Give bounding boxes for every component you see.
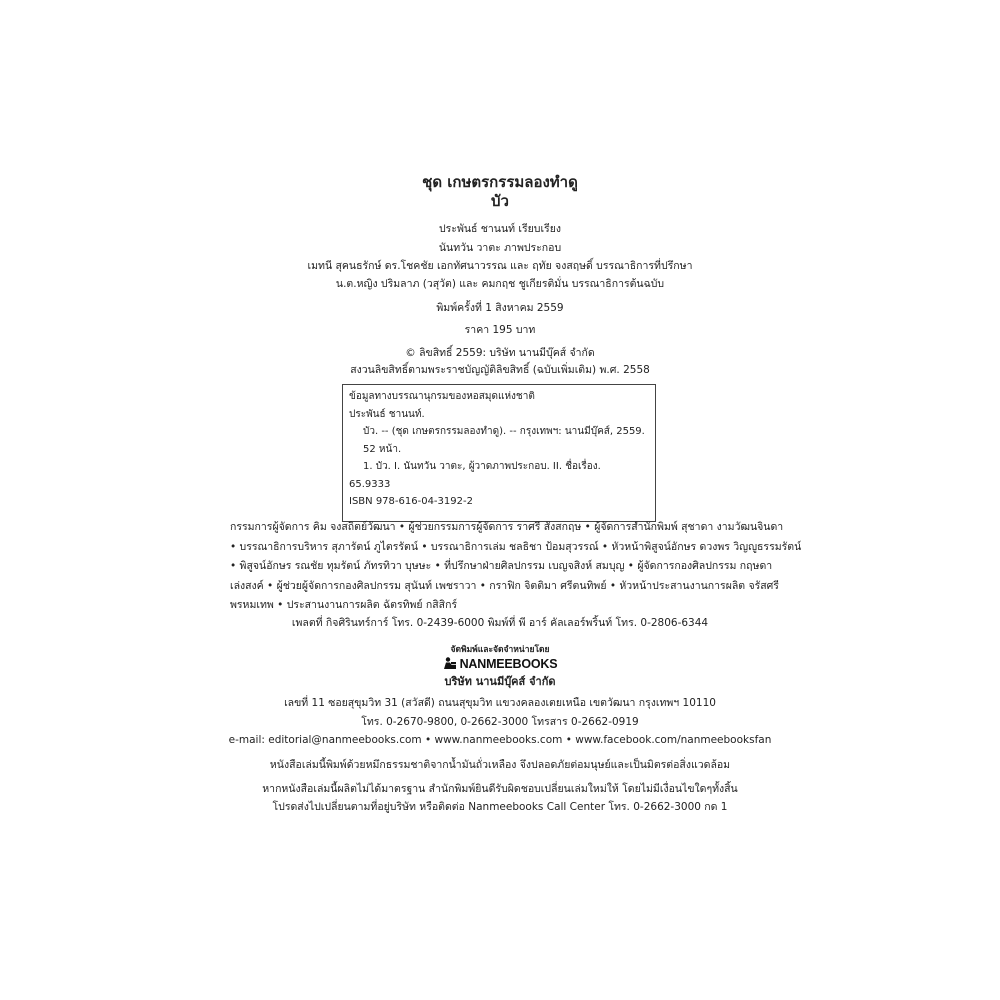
contact-line: e-mail: editorial@nanmeebooks.com • www.nanmeebooks.com • www.facebook.com/nanmeebooksfan <box>228 734 772 746</box>
publisher-logo-text: NANMEEBOOKS <box>459 656 558 671</box>
distributor-heading: จัดพิมพ์และจัดจำหน่ายโดย <box>450 645 550 655</box>
reading-figure-icon <box>443 657 457 670</box>
publisher-name: บริษัท นานมีบุ๊คส์ จำกัด <box>444 675 556 688</box>
publisher-logo-row <box>0 655 1000 674</box>
cip-subjects: 1. บัว. I. นันทวัน วาตะ, ผู้วาดภาพประกอบ. II. ชื่อเรื่อง. <box>363 461 601 472</box>
credit-line: เมทนี สุคนธรักษ์ ดร.โชคชัย เอกทัศนาวรรณ และ ฤทัย จงสฤษดิ์ บรรณาธิการที่ปรึกษา <box>307 260 693 272</box>
publisher-phone: โทร. 0-2670-9800, 0-2662-3000 โทรสาร 0-2662-0919 <box>361 716 639 728</box>
price: ราคา 195 บาท <box>464 324 536 336</box>
defect-notice: โปรดส่งไปเปลี่ยนตามที่อยู่บริษัท หรือติดต่อ Nanmeebooks Call Center โทร. 0-2662-3000 กด 1 <box>272 801 728 813</box>
book-title: บัว <box>491 192 509 210</box>
rights-notice: สงวนลิขสิทธิ์ตามพระราชบัญญัติลิขสิทธิ์ (ฉบับเพิ่มเติม) พ.ศ. 2558 <box>350 364 650 376</box>
credit-line: น.ต.หญิง ปริมลาภ (วสุวัต) และ คมกฤช ชูเกียรติมั่น บรรณาธิการต้นฉบับ <box>335 278 665 290</box>
series-title: ชุด เกษตรกรรมลองทำดู <box>422 173 578 191</box>
staff-line: กรรมการผู้จัดการ คิม จงสถิตย์วัฒนา • ผู้ช่วยกรรมการผู้จัดการ ราศรี สังสกฤษ • ผู้จัดการสำนักพิมพ์ สุชาดา งามวัฒนจินดา <box>230 521 784 533</box>
staff-line: เล่งสงค์ • ผู้ช่วยผู้จัดการกองศิลปกรรม สุนันท์ เพชราวา • กราฟิก จิตติมา ศรีตนทิพย์ • หัวหน้าประสานงานการผลิต จรัสศรี <box>230 579 779 592</box>
copyright-line: © ลิขสิทธิ์ 2559: บริษัท นานมีบุ๊คส์ จำกัด <box>405 347 595 359</box>
cip-heading: ข้อมูลทางบรรณานุกรมของหอสมุดแห่งชาติ <box>349 391 535 402</box>
cip-data-box <box>342 384 656 522</box>
staff-list <box>230 518 802 616</box>
cip-title-line: บัว. -- (ชุด เกษตรกรรมลองทำดู). -- กรุงเทพฯ: นานมีบุ๊คส์, 2559. <box>363 426 645 437</box>
publisher-logo <box>443 657 558 671</box>
eco-notice: หนังสือเล่มนี้พิมพ์ด้วยหมึกธรรมชาติจากน้ำมันถั่วเหลือง จึงปลอดภัยต่อมนุษย์และเป็นมิตรต่อสิ่งแวดล้อม <box>269 759 731 771</box>
cip-author: ประพันธ์ ชานนท์. <box>349 408 425 420</box>
printing-edition: พิมพ์ครั้งที่ 1 สิงหาคม 2559 <box>436 302 564 314</box>
cip-class-number: 65.9333 <box>349 478 391 490</box>
publisher-address: เลขที่ 11 ซอยสุขุมวิท 31 (สวัสดี) ถนนสุขุมวิท แขวงคลองเตยเหนือ เขตวัฒนา กรุงเทพฯ 10110 <box>284 697 716 709</box>
credit-line: นันทวัน วาตะ ภาพประกอบ <box>438 242 562 254</box>
staff-line: • พิสูจน์อักษร รณชัย ทุมรัตน์ ภัทรทิวา บุษษะ • ที่ปรึกษาฝ่ายศิลปกรรม เบญจสิงห์ สมบุญ • ผู้จัดการกองศิลปกรรม กฤษดา <box>230 560 773 572</box>
credit-line: ประพันธ์ ชานนท์ เรียบเรียง <box>439 223 561 235</box>
defect-notice: หากหนังสือเล่มนี้ผลิตไม่ได้มาตรฐาน สำนักพิมพ์ยินดีรับผิดชอบเปลี่ยนเล่มใหม่ให้ โดยไม่มีเงื่อนไขใดๆทั้งสิ้น <box>262 783 738 795</box>
staff-line: พรหมเทพ • ประสานงานการผลิต ฉัตรทิพย์ กสิสิกร์ <box>230 599 458 611</box>
printer-line: เพลตที่ กิจศิรินทร์การ์ โทร. 0-2439-6000 พิมพ์ที่ พี อาร์ คัลเลอร์พริ้นท์ โทร. 0-2806-6344 <box>291 617 709 629</box>
cip-pages: 52 หน้า. <box>363 443 402 455</box>
staff-line: • บรรณาธิการบริหาร สุภารัตน์ ภูไตรรัตน์ • บรรณาธิการเล่ม ชลธิชา ป้อมสุวรรณ์ • หัวหน้าพิสูจน์อักษร ดวงพร วิญญูธรรมรัตน์ <box>230 540 802 553</box>
cip-isbn: ISBN 978-616-04-3192-2 <box>349 496 473 507</box>
